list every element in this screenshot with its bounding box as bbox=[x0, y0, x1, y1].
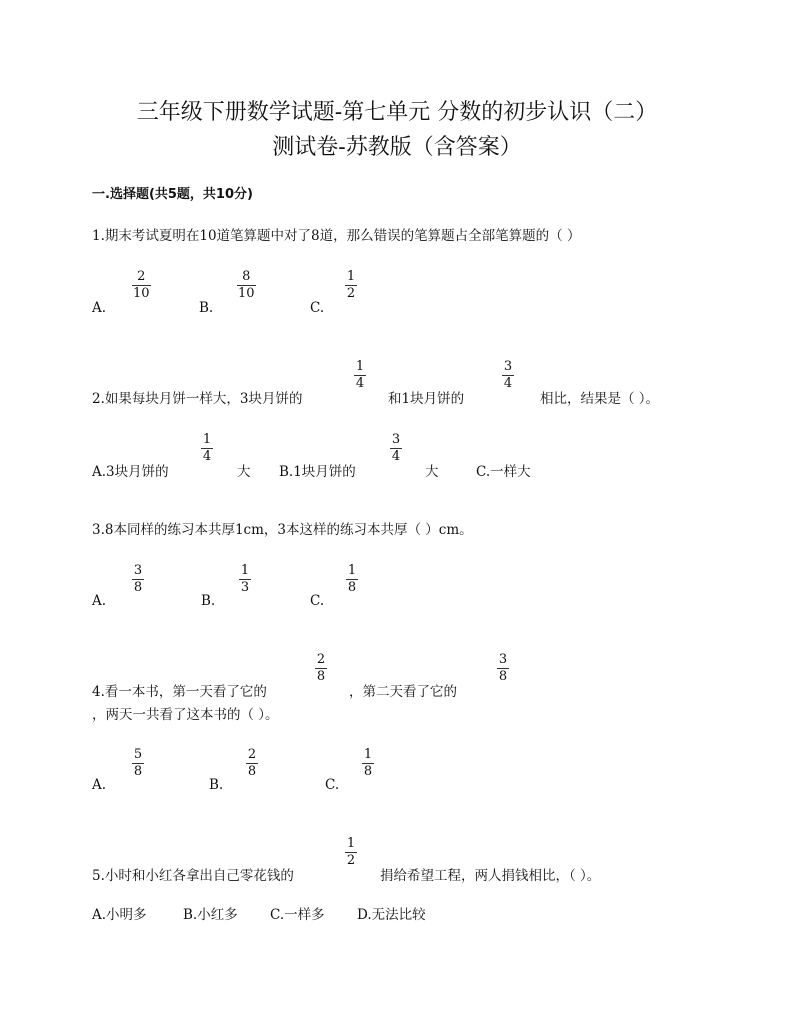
question-2-part3: 相比，结果是（ ）。 bbox=[540, 391, 660, 407]
q2-option-b-label[interactable]: B.1块月饼的 bbox=[279, 464, 356, 480]
question-5-part1: 5.小时和小红各拿出自己零花钱的 bbox=[92, 868, 294, 884]
q2-option-c-label[interactable]: C.一样大 bbox=[476, 464, 531, 480]
q4-option-b-fraction bbox=[246, 748, 258, 779]
numerator: 1 bbox=[240, 563, 250, 578]
numerator: 1 bbox=[346, 269, 356, 284]
q1-option-a-label[interactable]: A. bbox=[92, 300, 107, 316]
numerator: 3 bbox=[498, 652, 508, 667]
denominator: 8 bbox=[347, 580, 357, 595]
numerator: 1 bbox=[363, 747, 373, 762]
section-header: 一.选择题(共5题，共10分) bbox=[92, 187, 253, 202]
q4-option-a-fraction bbox=[132, 748, 144, 779]
q4-option-b-label[interactable]: B. bbox=[209, 777, 224, 793]
numerator: 5 bbox=[133, 747, 143, 762]
question-5-part2: 捐给希望工程，两人捐钱相比，（ ）。 bbox=[380, 868, 601, 884]
denominator: 8 bbox=[247, 764, 257, 779]
q4-fraction-1 bbox=[315, 653, 327, 684]
question-3-text: 3.8本同样的练习本共厚1cm，3本这样的练习本共厚（ ）cm。 bbox=[92, 522, 473, 538]
q2-option-b-fraction bbox=[390, 433, 402, 464]
q2-option-a-label[interactable]: A.3块月饼的 bbox=[92, 464, 169, 480]
denominator: 4 bbox=[202, 449, 212, 464]
denominator: 8 bbox=[133, 764, 143, 779]
denominator: 8 bbox=[363, 764, 373, 779]
denominator: 4 bbox=[391, 449, 401, 464]
q2-option-b-tail: 大 bbox=[425, 464, 439, 480]
numerator: 3 bbox=[133, 563, 143, 578]
denominator: 8 bbox=[316, 669, 326, 684]
q1-option-c-fraction bbox=[345, 270, 357, 301]
numerator: 2 bbox=[247, 747, 257, 762]
q1-option-c-label[interactable]: C. bbox=[310, 300, 325, 316]
numerator: 8 bbox=[242, 269, 251, 284]
numerator: 1 bbox=[346, 836, 356, 851]
question-2-part2: 和1块月饼的 bbox=[388, 391, 465, 407]
denominator: 4 bbox=[503, 376, 513, 391]
q3-option-b-label[interactable]: B. bbox=[201, 593, 216, 609]
numerator: 2 bbox=[137, 269, 146, 284]
q3-option-a-fraction bbox=[132, 564, 144, 595]
q2-option-a-fraction bbox=[201, 433, 213, 464]
question-4-part1: 4.看一本书，第一天看了它的 bbox=[92, 684, 267, 700]
q3-option-c-fraction bbox=[346, 564, 358, 595]
denominator: 8 bbox=[133, 580, 143, 595]
denominator: 2 bbox=[346, 853, 356, 868]
q5-option-a[interactable]: A.小明多 bbox=[92, 907, 147, 923]
page-title-line2: 测试卷-苏教版（含答案） bbox=[272, 135, 522, 160]
q5-option-b[interactable]: B.小红多 bbox=[183, 907, 238, 923]
q3-option-b-fraction bbox=[239, 564, 251, 595]
q5-fraction-1 bbox=[345, 837, 357, 868]
q3-option-c-label[interactable]: C. bbox=[310, 593, 325, 609]
numerator: 1 bbox=[347, 563, 357, 578]
numerator: 1 bbox=[355, 359, 365, 374]
question-1-text: 1.期末考试夏明在10道笔算题中对了8道，那么错误的笔算题占全部笔算题的（ ） bbox=[92, 228, 581, 244]
q1-option-b-label[interactable]: B. bbox=[199, 300, 214, 316]
q4-option-a-label[interactable]: A. bbox=[92, 777, 107, 793]
question-4-part2: ，第二天看了它的 bbox=[349, 684, 457, 700]
q5-option-d[interactable]: D.无法比较 bbox=[357, 907, 426, 923]
q5-option-c[interactable]: C.一样多 bbox=[270, 907, 325, 923]
numerator: 3 bbox=[503, 359, 513, 374]
q1-option-a-fraction bbox=[132, 270, 151, 301]
numerator: 2 bbox=[316, 652, 326, 667]
page-title-line1: 三年级下册数学试题-第七单元 分数的初步认识（二） bbox=[136, 100, 658, 125]
q3-option-a-label[interactable]: A. bbox=[92, 593, 107, 609]
q4-option-c-label[interactable]: C. bbox=[325, 777, 340, 793]
denominator: 2 bbox=[346, 286, 356, 301]
q2-option-a-tail: 大 bbox=[237, 464, 251, 480]
q2-fraction-1 bbox=[354, 360, 366, 391]
numerator: 1 bbox=[202, 432, 212, 447]
denominator: 4 bbox=[355, 376, 365, 391]
denominator: 3 bbox=[240, 580, 250, 595]
q4-fraction-2 bbox=[497, 653, 509, 684]
denominator: 8 bbox=[498, 669, 508, 684]
question-2-part1: 2.如果每块月饼一样大，3块月饼的 bbox=[92, 391, 303, 407]
q1-option-b-fraction bbox=[237, 270, 256, 301]
numerator: 3 bbox=[391, 432, 401, 447]
q4-option-c-fraction bbox=[362, 748, 374, 779]
q2-fraction-2 bbox=[502, 360, 514, 391]
question-4-line2: ，两天一共看了这本书的（ ）。 bbox=[92, 707, 279, 723]
denominator: 10 bbox=[133, 286, 150, 301]
denominator: 10 bbox=[238, 286, 255, 301]
